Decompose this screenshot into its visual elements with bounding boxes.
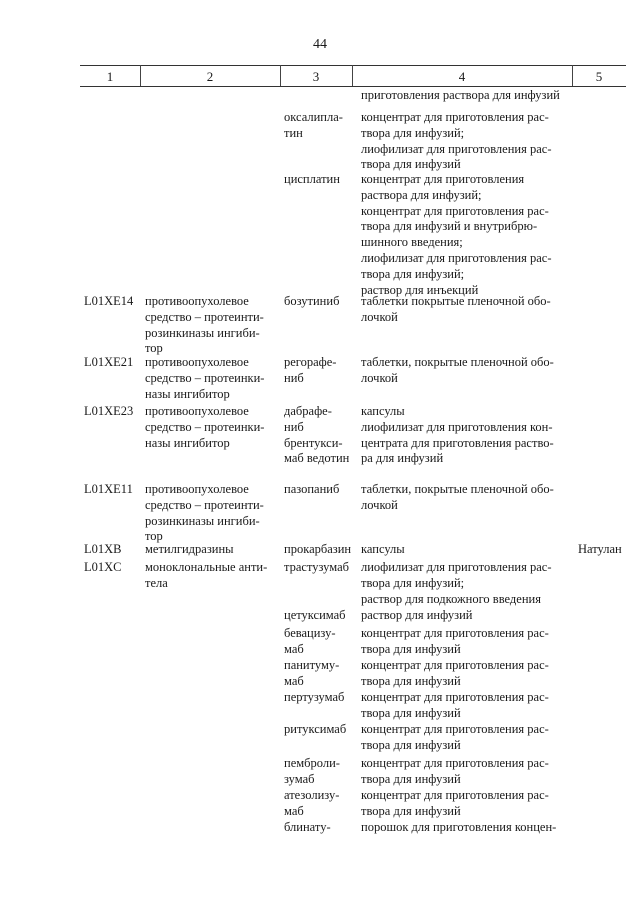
pharmacological-group: противоопухолевое (145, 294, 249, 308)
dosage-form: твора для инфузий (361, 705, 461, 720)
dosage-form: таблетки покрытые пленочной обо- (361, 294, 551, 308)
dosage-form: раствор для подкожного введения (361, 591, 541, 606)
dosage-form: лочкой (361, 497, 398, 512)
drug-name: маб (284, 673, 304, 688)
pharmacological-group: метилгидразины (145, 542, 234, 556)
dosage-form: раствора для инфузий; (361, 187, 482, 202)
pharmacological-group: тор (145, 529, 163, 544)
dosage-form: концентрат для приготовления рас- (361, 756, 549, 770)
dosage-form: концентрат для приготовления рас- (361, 658, 549, 672)
table-header-border (80, 86, 626, 87)
dosage-form: лиофилизат для приготовления рас- (361, 560, 552, 574)
dosage-form: капсулы (361, 404, 405, 418)
pharmacological-group: розинкиназы ингиби- (145, 513, 260, 528)
dosage-form: центрата для приготовления раство- (361, 435, 554, 450)
note-cell: Натулан (578, 542, 622, 556)
pharmacological-group: тор (145, 341, 163, 356)
dosage-form: капсулы (361, 542, 405, 556)
pharmacological-group: средство – протеинки- (145, 370, 265, 385)
drug-name: блинату- (284, 820, 331, 834)
dosage-form: твора для инфузий (361, 673, 461, 688)
drug-name: ниб (284, 370, 304, 385)
dosage-form: лиофилизат для приготовления кон- (361, 419, 553, 434)
dosage-form: лиофилизат для приготовления рас- (361, 251, 552, 265)
pharmacological-group: моноклональные анти- (145, 560, 268, 574)
drug-name: пертузумаб (284, 690, 345, 704)
dosage-form: лочкой (361, 309, 398, 324)
dosage-form: приготовления раствора для инфузий (361, 88, 560, 102)
dosage-form: концентрат для приготовления (361, 172, 525, 186)
dosage-form: лиофилизат для приготовления рас- (361, 141, 552, 156)
column-header: 4 (458, 69, 466, 84)
drug-name: маб (284, 641, 304, 656)
pharmacological-group: противоопухолевое (145, 404, 249, 418)
dosage-form: твора для инфузий; (361, 266, 465, 281)
column-header: 1 (106, 69, 114, 84)
pharmacological-group: противоопухолевое (145, 482, 249, 496)
drug-name: дабрафе- (284, 404, 332, 418)
dosage-form: твора для инфузий; (361, 125, 465, 140)
atc-code: L01XE23 (84, 404, 134, 418)
drug-name: трастузумаб (284, 560, 350, 574)
atc-code: L01XE14 (84, 294, 134, 308)
dosage-form: твора для инфузий и внутрибрю- (361, 219, 538, 234)
dosage-form: таблетки, покрытые пленочной обо- (361, 482, 554, 496)
drug-name: маб ведотин (284, 451, 350, 466)
drug-name: регорафе- (284, 355, 337, 369)
dosage-form: концентрат для приготовления рас- (361, 110, 549, 124)
atc-code: L01XB (84, 542, 122, 556)
drug-name: цетуксимаб (284, 608, 346, 622)
dosage-form: концентрат для приготовления рас- (361, 788, 549, 802)
drug-name: атезолизу- (284, 788, 340, 802)
dosage-form: порошок для приготовления концен- (361, 820, 557, 834)
column-header: 2 (206, 69, 214, 84)
dosage-form: шинного введения; (361, 235, 463, 250)
atc-code: L01XC (84, 560, 122, 574)
drug-name: тин (284, 125, 303, 140)
column-header: 5 (595, 69, 603, 84)
dosage-form: ра для инфузий (361, 451, 444, 466)
pharmacological-group: назы ингибитор (145, 386, 230, 401)
pharmacological-group: розинкиназы ингиби- (145, 325, 260, 340)
dosage-form: твора для инфузий (361, 771, 461, 786)
dosage-form: твора для инфузий; (361, 575, 465, 590)
page-number: 44 (313, 37, 327, 52)
drug-name: ниб (284, 419, 304, 434)
drug-name: пазопаниб (284, 482, 340, 496)
drug-name: маб (284, 803, 304, 818)
dosage-form: концентрат для приготовления рас- (361, 203, 549, 218)
pharmacological-group: средство – протеинти- (145, 497, 264, 512)
dosage-form: твора для инфузий (361, 803, 461, 818)
drug-name: оксалипла- (284, 110, 343, 124)
drug-name: прокарбазин (284, 542, 352, 556)
dosage-form: твора для инфузий (361, 641, 461, 656)
drug-name: панитуму- (284, 658, 340, 672)
dosage-form: таблетки, покрытые пленочной обо- (361, 355, 554, 369)
pharmacological-group: средство – протеинти- (145, 309, 264, 324)
drug-name: зумаб (284, 771, 315, 786)
drug-name: брентукси- (284, 435, 343, 450)
dosage-form: концентрат для приготовления рас- (361, 722, 549, 736)
drug-name: пемброли- (284, 756, 340, 770)
dosage-form: лочкой (361, 370, 398, 385)
drug-name: бевацизу- (284, 626, 336, 640)
drug-name: бозутиниб (284, 294, 340, 308)
atc-code: L01XE21 (84, 355, 134, 369)
dosage-form: концентрат для приготовления рас- (361, 626, 549, 640)
pharmacological-group: противоопухолевое (145, 355, 249, 369)
drug-name: цисплатин (284, 172, 340, 186)
dosage-form: твора для инфузий (361, 157, 461, 172)
dosage-form: раствор для инъекций (361, 282, 479, 297)
pharmacological-group: назы ингибитор (145, 435, 230, 450)
dosage-form: твора для инфузий (361, 737, 461, 752)
dosage-form: раствор для инфузий (361, 608, 473, 622)
pharmacological-group: средство – протеинки- (145, 419, 265, 434)
pharmacological-group: тела (145, 575, 168, 590)
table-top-border (80, 65, 626, 66)
column-header: 3 (312, 69, 320, 84)
dosage-form: концентрат для приготовления рас- (361, 690, 549, 704)
atc-code: L01XE11 (84, 482, 133, 496)
drug-name: ритуксимаб (284, 722, 347, 736)
